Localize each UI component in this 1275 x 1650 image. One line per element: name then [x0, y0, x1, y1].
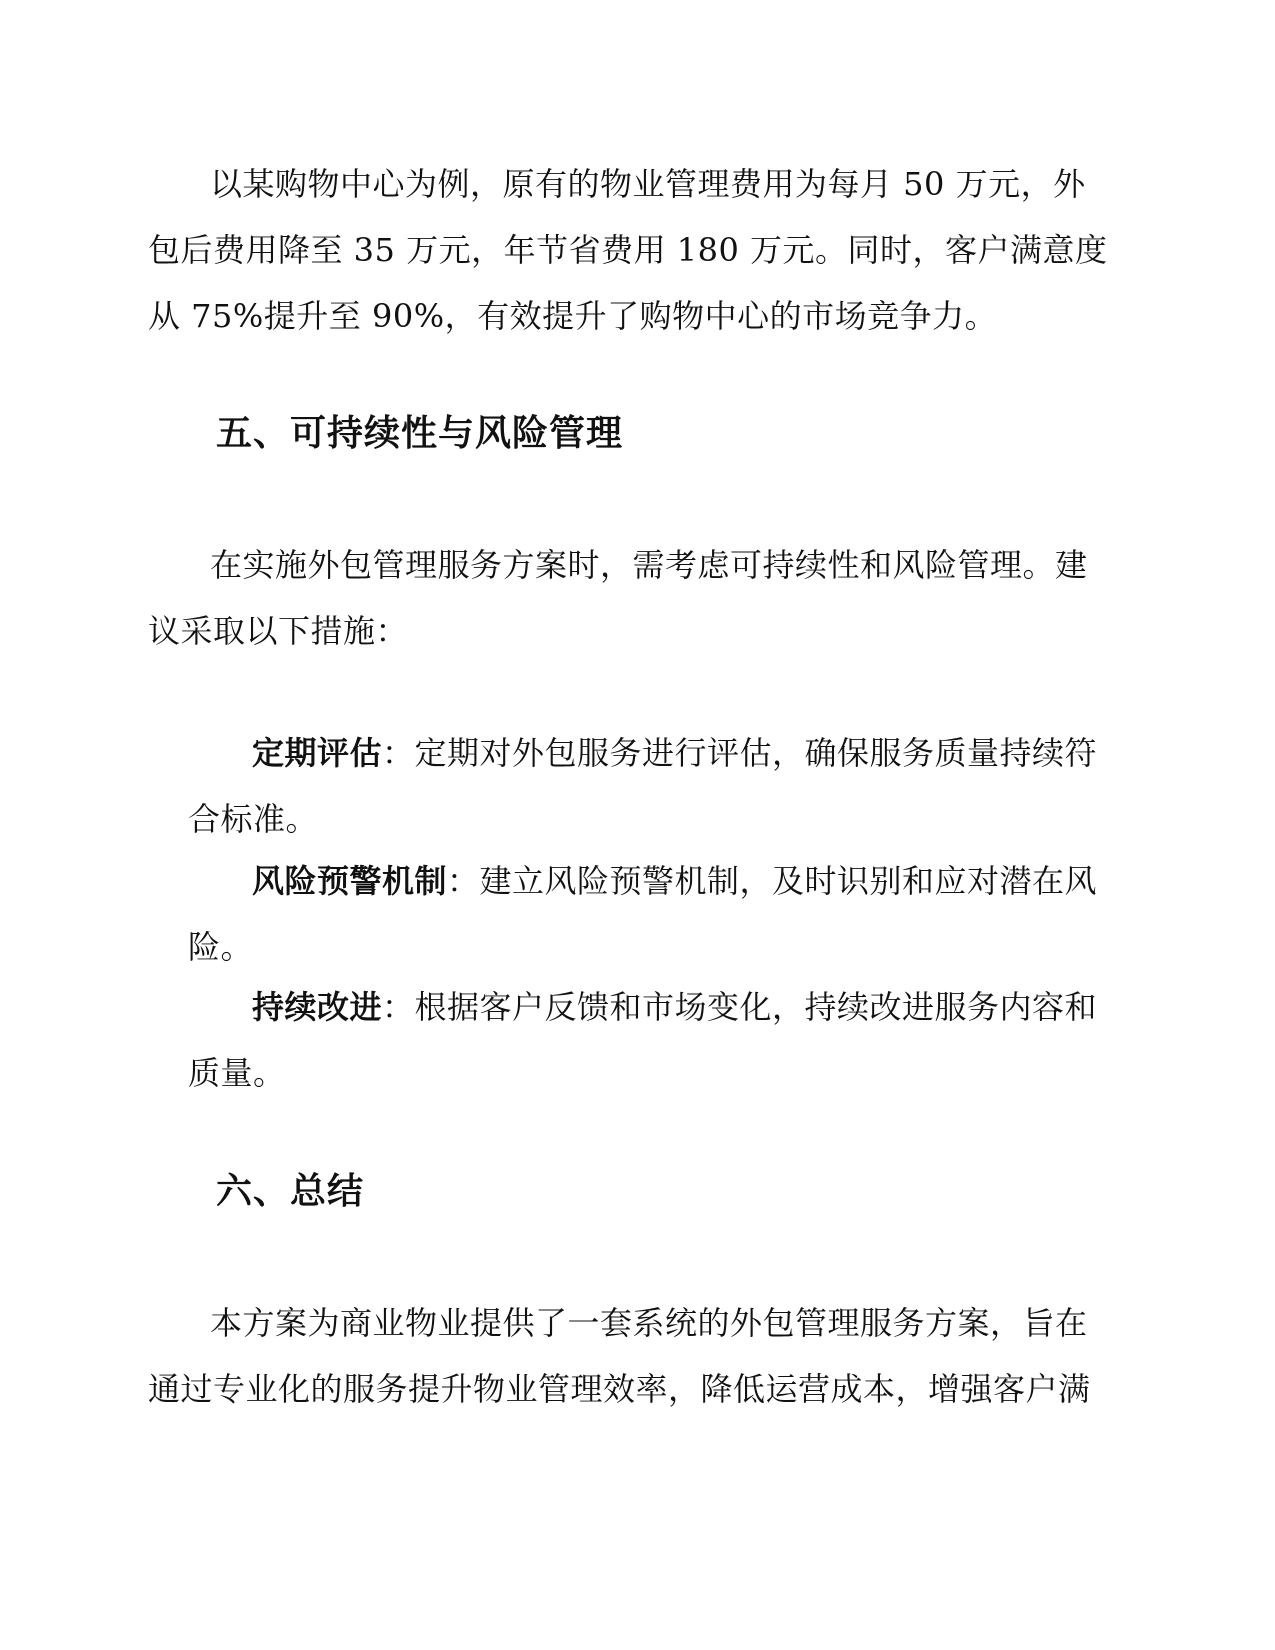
paragraph-line: 以某购物中心为例，原有的物业管理费用为每月 50 万元，外 — [210, 165, 1086, 203]
paragraph-line: 议采取以下措施： — [148, 612, 409, 650]
measure-text: 建立风险预警机制，及时识别和应对潜在风 — [479, 862, 1098, 900]
measure-separator: ： — [382, 988, 415, 1026]
paragraph-line: 通过专业化的服务提升物业管理效率，降低运营成本，增强客户满 — [148, 1370, 1091, 1408]
measure-text: 定期对外包服务进行评估，确保服务质量持续符 — [414, 734, 1098, 772]
paragraph-line: 包后费用降至 35 万元，年节省费用 180 万元。同时，客户满意度 — [148, 231, 1108, 269]
measure-term: 风险预警机制 — [252, 862, 448, 900]
measure-separator: ： — [447, 862, 480, 900]
measure-separator: ： — [382, 734, 415, 772]
measure-item-regular-evaluation — [188, 720, 1097, 852]
measure-item-risk-warning — [188, 848, 1097, 980]
measure-item-first-line — [188, 974, 1097, 1040]
measure-item-continuation: 合标准。 — [188, 800, 319, 838]
section-heading-summary: 六、总结 — [216, 1171, 365, 1212]
measure-term: 持续改进 — [252, 988, 383, 1026]
paragraph-line: 从 75%提升至 90%，有效提升了购物中心的市场竞争力。 — [148, 297, 998, 335]
measure-term: 定期评估 — [252, 734, 383, 772]
paragraph-line: 在实施外包管理服务方案时，需考虑可持续性和风险管理。建 — [210, 546, 1088, 584]
measure-text: 根据客户反馈和市场变化，持续改进服务内容和 — [414, 988, 1098, 1026]
measure-item-continuation: 险。 — [188, 928, 254, 966]
measure-item-continuous-improvement — [188, 974, 1097, 1106]
measure-item-first-line — [188, 848, 1097, 914]
case-example-paragraph — [148, 151, 1108, 349]
summary-paragraph — [148, 1290, 1091, 1422]
sustainability-intro-paragraph — [148, 532, 1088, 664]
measure-item-first-line — [188, 720, 1097, 786]
section-heading-sustainability: 五、可持续性与风险管理 — [216, 413, 624, 454]
paragraph-line: 本方案为商业物业提供了一套系统的外包管理服务方案，旨在 — [210, 1304, 1088, 1342]
measure-item-continuation: 质量。 — [188, 1054, 286, 1092]
